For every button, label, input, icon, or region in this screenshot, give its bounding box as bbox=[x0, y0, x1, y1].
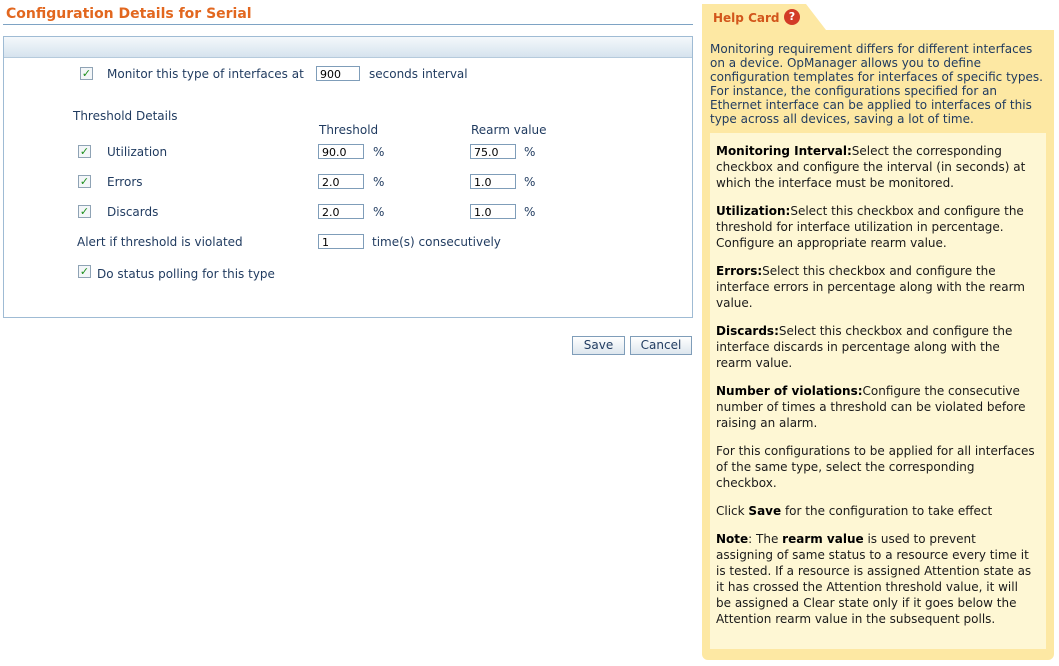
monitor-label: Monitor this type of interfaces at bbox=[107, 67, 304, 81]
utilization-threshold-input[interactable]: 90.0 bbox=[318, 144, 364, 159]
utilization-rearm-unit: % bbox=[524, 145, 536, 159]
errors-rearm-input[interactable]: 1.0 bbox=[470, 174, 516, 189]
cancel-button[interactable]: Cancel bbox=[630, 336, 692, 355]
title-divider bbox=[3, 24, 693, 25]
help-text: is used to prevent assigning of same status to a resource every time it is tested. If a resource is assigned Attention state as it has crossed the Attention threshold value, it will be assigned a Clear state only if it goes below the Attention rearm value in the subsequent polls. bbox=[716, 532, 1032, 626]
discards-checkbox[interactable] bbox=[78, 205, 91, 218]
discards-threshold-unit: % bbox=[373, 205, 385, 219]
errors-rearm-unit: % bbox=[524, 175, 536, 189]
monitor-interval-suffix: seconds interval bbox=[369, 67, 468, 81]
discards-rearm-input[interactable]: 1.0 bbox=[470, 204, 516, 219]
errors-label: Errors bbox=[107, 175, 143, 189]
rearm-column-header: Rearm value bbox=[471, 123, 547, 137]
utilization-threshold-unit: % bbox=[373, 145, 385, 159]
save-button[interactable]: Save bbox=[572, 336, 625, 355]
help-monitoring-interval bbox=[716, 143, 1036, 191]
help-utilization bbox=[716, 203, 1036, 251]
help-note bbox=[716, 531, 1036, 627]
help-text: Select this checkbox and configure the interface discards in percentage along with the rearm value. bbox=[716, 324, 1013, 370]
help-click-save bbox=[716, 503, 1036, 519]
help-discards bbox=[716, 323, 1036, 371]
help-term: Number of violations: bbox=[716, 384, 863, 398]
errors-threshold-input[interactable]: 2.0 bbox=[318, 174, 364, 189]
check-icon: ✓ bbox=[81, 67, 92, 80]
discards-label: Discards bbox=[107, 205, 159, 219]
threshold-details-heading: Threshold Details bbox=[73, 109, 178, 123]
help-text: Click bbox=[716, 504, 749, 518]
threshold-column-header: Threshold bbox=[319, 123, 379, 137]
help-intro-text: Monitoring requirement differs for different interfaces on a device. OpManager allows you to define configuration templates for interfaces of specific types. For instance, the configurations specified for an Ethernet interface can be applied to interfaces of this type across all devices, saving a lot of time. bbox=[710, 42, 1043, 126]
help-card bbox=[702, 4, 1054, 660]
help-term: Monitoring Interval: bbox=[716, 144, 852, 158]
help-apply-all: For this configurations to be applied for all interfaces of the same type, select the corresponding checkbox. bbox=[716, 444, 1035, 490]
panel-header-bar bbox=[4, 37, 692, 58]
help-term: Errors: bbox=[716, 264, 763, 278]
help-term: Save bbox=[748, 504, 782, 518]
alert-count-input[interactable]: 1 bbox=[318, 234, 364, 249]
errors-checkbox[interactable] bbox=[78, 175, 91, 188]
help-text: Select this checkbox and configure the interface errors in percentage along with the rearm value. bbox=[716, 264, 1025, 310]
monitor-interval-input[interactable]: 900 bbox=[316, 66, 360, 81]
status-polling-label: Do status polling for this type bbox=[97, 267, 275, 281]
help-number-of-violations bbox=[716, 383, 1036, 431]
help-text: Select this checkbox and configure the threshold for interface utilization in percentage. Configure an appropriate rearm value. bbox=[716, 204, 1024, 250]
help-term: Discards: bbox=[716, 324, 779, 338]
page-title: Configuration Details for Serial bbox=[6, 6, 252, 22]
alert-count-suffix: time(s) consecutively bbox=[372, 235, 501, 249]
help-card-body bbox=[702, 30, 1054, 660]
help-question-icon[interactable]: ? bbox=[784, 9, 800, 25]
help-term: Utilization: bbox=[716, 204, 791, 218]
status-polling-checkbox[interactable] bbox=[78, 265, 91, 278]
help-text: : The bbox=[748, 532, 783, 546]
check-icon: ✓ bbox=[79, 145, 90, 158]
utilization-label: Utilization bbox=[107, 145, 168, 159]
errors-threshold-unit: % bbox=[373, 175, 385, 189]
alert-label: Alert if threshold is violated bbox=[77, 235, 243, 249]
help-errors bbox=[716, 263, 1036, 311]
help-text: Configure the consecutive number of times a threshold can be violated before raising an alarm. bbox=[716, 384, 1026, 430]
help-text: Select the corresponding checkbox and configure the interval (in seconds) at which the interface must be monitored. bbox=[716, 144, 1026, 190]
check-icon: ✓ bbox=[79, 175, 90, 188]
help-details bbox=[710, 133, 1046, 649]
discards-threshold-input[interactable]: 2.0 bbox=[318, 204, 364, 219]
help-term: Note bbox=[716, 532, 749, 546]
utilization-checkbox[interactable] bbox=[78, 145, 91, 158]
check-icon: ✓ bbox=[79, 205, 90, 218]
help-text: for the configuration to take effect bbox=[781, 504, 993, 518]
help-term: rearm value bbox=[782, 532, 864, 546]
discards-rearm-unit: % bbox=[524, 205, 536, 219]
utilization-rearm-input[interactable]: 75.0 bbox=[470, 144, 516, 159]
monitor-checkbox[interactable] bbox=[80, 67, 93, 80]
help-card-title: Help Card bbox=[713, 11, 780, 25]
check-icon: ✓ bbox=[79, 265, 90, 278]
